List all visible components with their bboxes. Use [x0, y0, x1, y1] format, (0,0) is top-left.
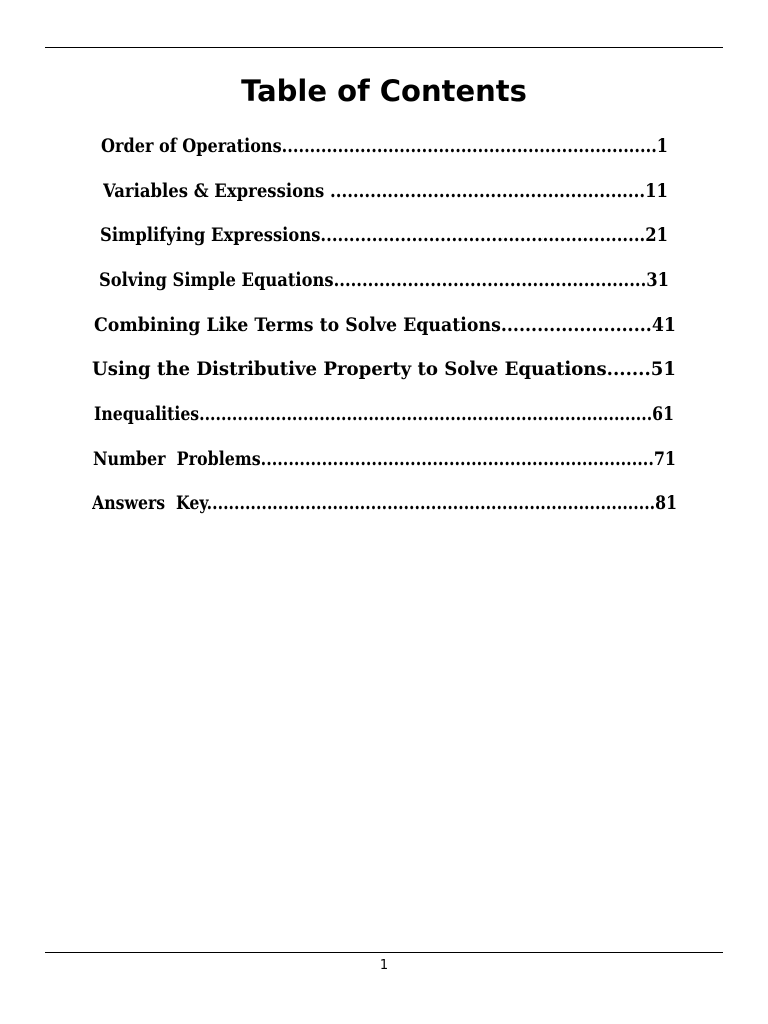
- toc-entry: Combining Like Terms to Solve Equations.........................41: [94, 314, 676, 336]
- toc-entry: Number Problems.......................................................................71: [93, 448, 676, 470]
- toc-entry: Solving Simple Equations.......................................................31: [99, 269, 669, 291]
- top-rule: [45, 47, 723, 48]
- toc-entry: Inequalities...................................................................................61: [94, 403, 674, 425]
- bottom-rule: [45, 952, 723, 953]
- page-number: 1: [379, 958, 389, 973]
- toc-entry: Using the Distributive Property to Solve Equations.......51: [92, 358, 676, 380]
- toc-entry: Variables & Expressions .......................................................11: [103, 180, 668, 202]
- page-title: Table of Contents: [241, 74, 527, 108]
- toc-entry: Answers Key..................................................................................81: [92, 492, 677, 514]
- toc-entry: Simplifying Expressions.........................................................21: [100, 224, 668, 246]
- toc-entry: Order of Operations...................................................................1: [101, 135, 668, 157]
